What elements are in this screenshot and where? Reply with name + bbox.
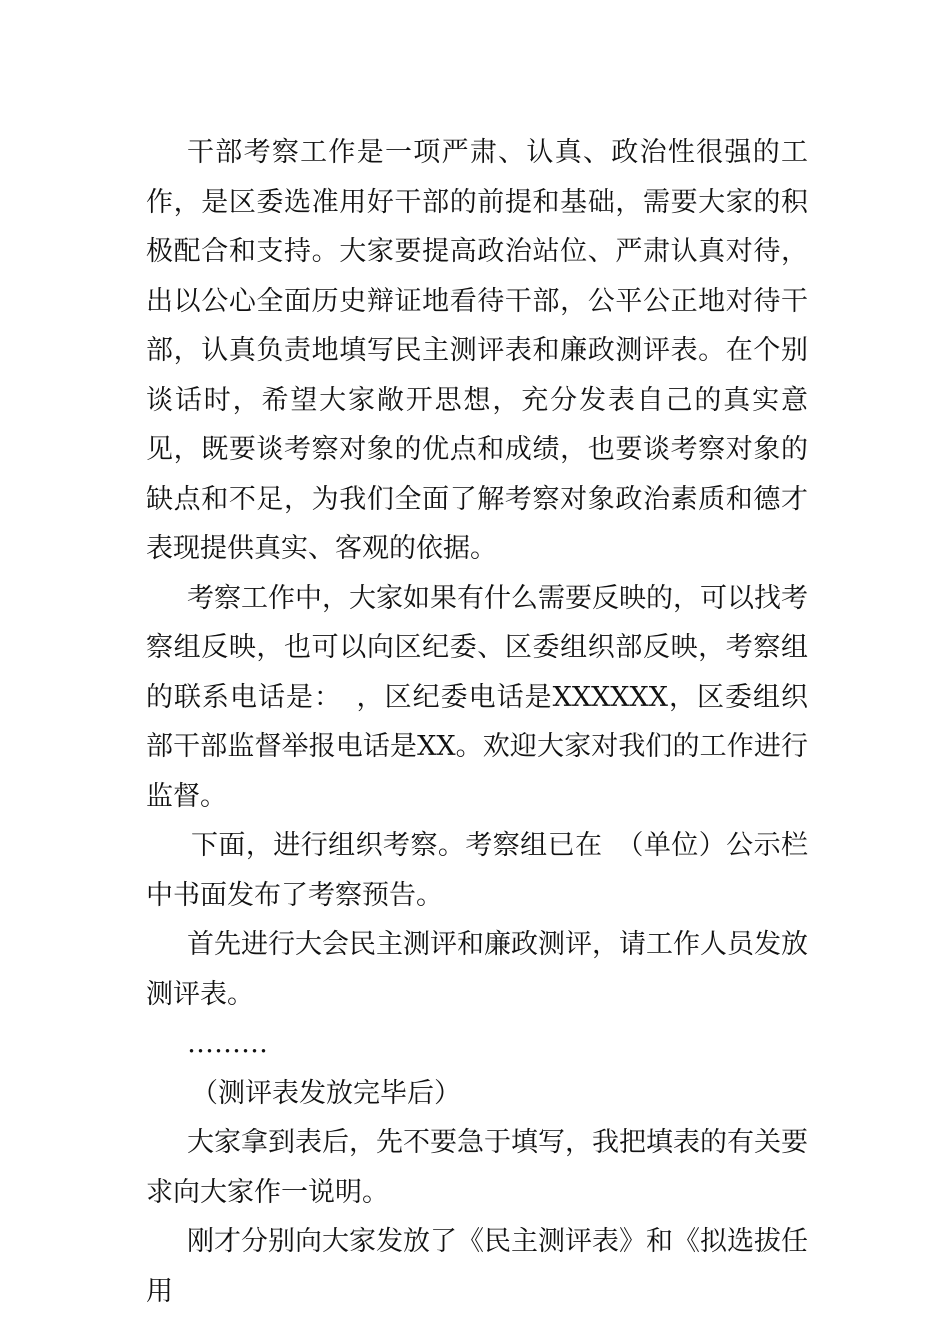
paragraph-2: 考察工作中，大家如果有什么需要反映的，可以找考察组反映，也可以向区纪委、区委组织部反映，考察组的联系电话是： ，区纪委电话是XXXXXX，区委组织部干部监督举报电话是XX。欢迎大家对我们的工作进行监督。: [146, 582, 808, 812]
paragraph-3: 下面，进行组织考察。考察组已在 （单位）公示栏中书面发布了考察预告。: [146, 830, 808, 911]
paragraph-7: 大家拿到表后，先不要急于填写，我把填表的有关要求向大家作一说明。: [146, 1127, 808, 1208]
paragraph-5: ………: [187, 1028, 268, 1059]
paragraph-4: 首先进行大会民主测评和廉政测评，请工作人员发放测评表。: [146, 929, 808, 1010]
paragraph-6: （测评表发放完毕后）: [191, 1077, 461, 1109]
paragraph-8: 刚才分别向大家发放了《民主测评表》和《拟选拔任用: [146, 1226, 808, 1307]
document-body: [146, 128, 808, 1316]
paragraph-1: 干部考察工作是一项严肃、认真、政治性很强的工作，是区委选准用好干部的前提和基础，需要大家的积极配合和支持。大家要提高政治站位、严肃认真对待，出以公心全面历史辩证地看待干部，公平公正地对待干部，认真负责地填写民主测评表和廉政测评表。在个别谈话时，希望大家敞开思想，充分发表自己的真实意见，既要谈考察对象的优点和成绩，也要谈考察对象的缺点和不足，为我们全面了解考察对象政治素质和德才表现提供真实、客观的依据。: [146, 137, 808, 564]
